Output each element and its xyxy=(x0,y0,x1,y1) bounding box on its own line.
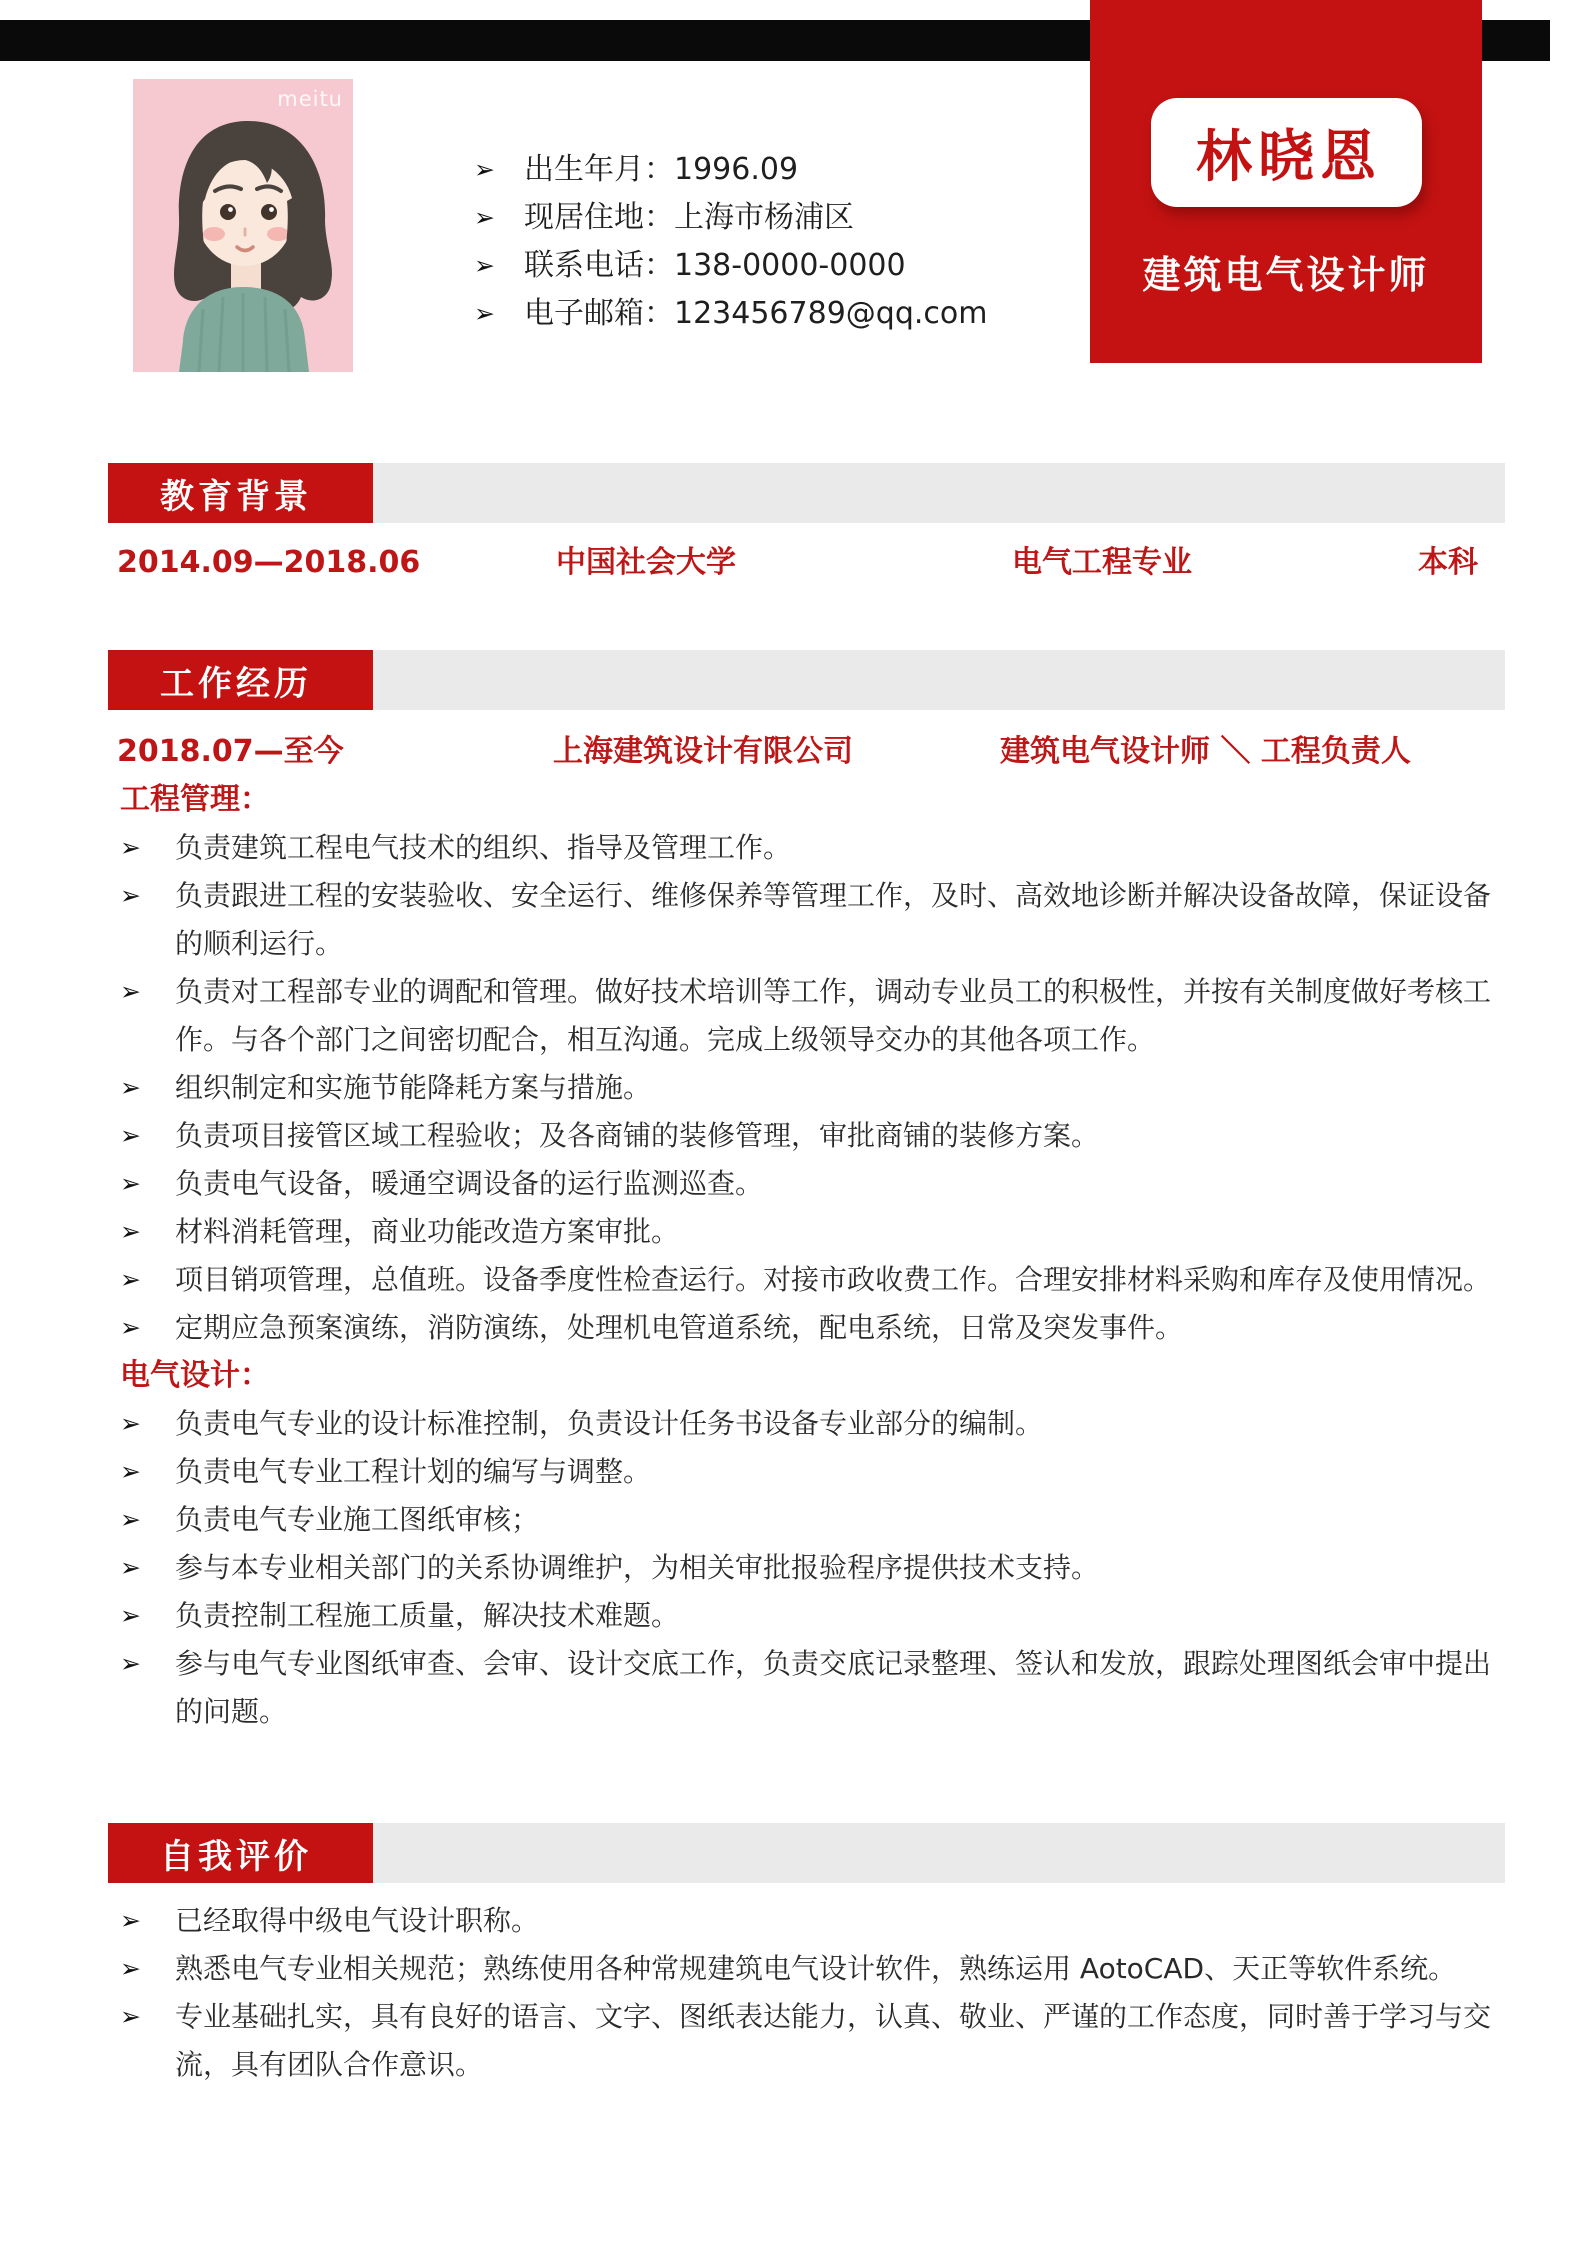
bullet-text: 负责建筑工程电气技术的组织、指导及管理工作。 xyxy=(175,831,792,864)
arrow-bullet-icon: ➢ xyxy=(120,2002,141,2031)
contact-row-phone xyxy=(474,242,987,290)
contact-label: 电子邮箱： xyxy=(524,296,674,331)
bullet-text: 组织制定和实施节能降耗方案与措施。 xyxy=(175,1071,652,1104)
work-bullet xyxy=(108,1544,1505,1592)
arrow-bullet-icon: ➢ xyxy=(120,1121,141,1150)
work-bullet xyxy=(108,1208,1505,1256)
section-header-evaluation xyxy=(108,1823,1505,1883)
contact-label: 出生年月： xyxy=(524,152,674,187)
bullet-text: 负责对工程部专业的调配和管理。做好技术培训等工作，调动专业员工的积极性，并按有关制度做好考核工作。与各个部门之间密切配合，相互沟通。完成上级领导交办的其他各项工作。 xyxy=(175,975,1492,1056)
work-bullet xyxy=(108,824,1505,872)
education-period: 2014.09—2018.06 xyxy=(117,545,421,580)
bullet-text: 负责跟进工程的安装验收、安全运行、维修保养等管理工作，及时、高效地诊断并解决设备故障，保证设备的顺利运行。 xyxy=(175,879,1492,960)
arrow-bullet-icon: ➢ xyxy=(120,977,141,1006)
education-row xyxy=(108,539,1505,587)
section-title-work: 工作经历 xyxy=(108,650,373,710)
arrow-bullet-icon: ➢ xyxy=(120,1954,141,1983)
contact-value: 1996.09 xyxy=(674,152,799,187)
bullet-text: 负责电气专业施工图纸审核； xyxy=(175,1503,540,1536)
contact-row-birth xyxy=(474,146,987,194)
arrow-bullet-icon: ➢ xyxy=(120,1457,141,1486)
contact-value: 上海市杨浦区 xyxy=(674,200,854,235)
work-company: 上海建筑设计有限公司 xyxy=(553,734,853,769)
arrow-bullet-icon: ➢ xyxy=(120,1906,141,1935)
arrow-bullet-icon: ➢ xyxy=(474,299,495,328)
bullet-text: 已经取得中级电气设计职称。 xyxy=(175,1904,540,1937)
arrow-bullet-icon: ➢ xyxy=(120,1217,141,1246)
avatar xyxy=(133,79,353,372)
section-title-evaluation: 自我评价 xyxy=(108,1823,373,1883)
work-row xyxy=(108,728,1505,776)
arrow-bullet-icon: ➢ xyxy=(474,155,495,184)
education-school: 中国社会大学 xyxy=(556,545,736,580)
bullet-text: 负责电气设备，暖通空调设备的运行监测巡查。 xyxy=(175,1167,764,1200)
section-header-education xyxy=(108,463,1505,523)
contact-label: 现居住地： xyxy=(524,200,674,235)
bullet-text: 定期应急预案演练，消防演练，处理机电管道系统，配电系统，日常及突发事件。 xyxy=(175,1311,1184,1344)
bullet-text: 负责控制工程施工质量，解决技术难题。 xyxy=(175,1599,680,1632)
arrow-bullet-icon: ➢ xyxy=(120,881,141,910)
arrow-bullet-icon: ➢ xyxy=(474,251,495,280)
arrow-bullet-icon: ➢ xyxy=(120,1409,141,1438)
arrow-bullet-icon: ➢ xyxy=(120,1505,141,1534)
work-bullet xyxy=(108,1256,1505,1304)
work-bullet xyxy=(108,872,1505,968)
work-bullet xyxy=(108,1064,1505,1112)
arrow-bullet-icon: ➢ xyxy=(120,1553,141,1582)
contact-value: 138-0000-0000 xyxy=(674,248,906,283)
work-bullet xyxy=(108,1640,1505,1736)
bullet-text: 参与电气专业图纸审查、会审、设计交底工作，负责交底记录整理、签认和发放，跟踪处理图纸会审中提出的问题。 xyxy=(175,1647,1492,1728)
job-title: 建筑电气设计师 xyxy=(1142,253,1430,297)
bullet-text: 负责电气专业的设计标准控制，负责设计任务书设备专业部分的编制。 xyxy=(175,1407,1044,1440)
contact-label: 联系电话： xyxy=(524,248,674,283)
work-bullet xyxy=(108,1112,1505,1160)
work-bullet xyxy=(108,1400,1505,1448)
work-title: 建筑电气设计师 ＼ 工程负责人 xyxy=(1000,734,1411,769)
evaluation-bullet xyxy=(108,1993,1505,2089)
name-pill xyxy=(1151,98,1422,207)
arrow-bullet-icon: ➢ xyxy=(474,203,495,232)
bullet-text: 项目销项管理，总值班。设备季度性检查运行。对接市政收费工作。合理安排材料采购和库存及使用情况。 xyxy=(175,1263,1492,1296)
bullet-text: 负责项目接管区域工程验收；及各商铺的装修管理，审批商铺的装修方案。 xyxy=(175,1119,1100,1152)
arrow-bullet-icon: ➢ xyxy=(120,1169,141,1198)
contact-value: 123456789@qq.com xyxy=(674,296,988,331)
section-header-work xyxy=(108,650,1505,710)
section-header-gray-bar xyxy=(373,650,1505,710)
work-block xyxy=(108,728,1505,1736)
contact-row-address xyxy=(474,194,987,242)
work-period: 2018.07—至今 xyxy=(117,734,344,769)
bullet-text: 负责电气专业工程计划的编写与调整。 xyxy=(175,1455,652,1488)
contact-list xyxy=(474,146,987,338)
evaluation-bullet xyxy=(108,1945,1505,1993)
education-major: 电气工程专业 xyxy=(1012,545,1192,580)
bullet-text: 专业基础扎实，具有良好的语言、文字、图纸表达能力，认真、敬业、严谨的工作态度，同时善于学习与交流，具有团队合作意识。 xyxy=(175,2000,1492,2081)
avatar-illustration xyxy=(133,79,353,372)
work-bullet xyxy=(108,1496,1505,1544)
arrow-bullet-icon: ➢ xyxy=(120,1073,141,1102)
bullet-text: 材料消耗管理，商业功能改造方案审批。 xyxy=(175,1215,680,1248)
arrow-bullet-icon: ➢ xyxy=(120,1601,141,1630)
work-group-subtitle: 工程管理： xyxy=(120,782,270,817)
arrow-bullet-icon: ➢ xyxy=(120,1265,141,1294)
evaluation-bullet xyxy=(108,1897,1505,1945)
education-block xyxy=(108,539,1505,587)
section-title-education: 教育背景 xyxy=(108,463,373,523)
evaluation-block xyxy=(108,1897,1505,2089)
arrow-bullet-icon: ➢ xyxy=(120,1649,141,1678)
section-header-gray-bar xyxy=(373,1823,1505,1883)
work-bullet xyxy=(108,968,1505,1064)
arrow-bullet-icon: ➢ xyxy=(120,1313,141,1342)
section-header-gray-bar xyxy=(373,463,1505,523)
name-card xyxy=(1090,0,1482,363)
work-bullet xyxy=(108,1304,1505,1352)
work-bullet xyxy=(108,1448,1505,1496)
work-bullet xyxy=(108,1592,1505,1640)
bullet-text: 参与本专业相关部门的关系协调维护，为相关审批报验程序提供技术支持。 xyxy=(175,1551,1100,1584)
contact-row-email xyxy=(474,290,987,338)
candidate-name: 林晓恩 xyxy=(1196,124,1382,190)
work-group-subtitle: 电气设计： xyxy=(120,1358,270,1393)
bullet-text: 熟悉电气专业相关规范；熟练使用各种常规建筑电气设计软件，熟练运用 AotoCAD、天正等软件系统。 xyxy=(175,1952,1457,1985)
work-bullet xyxy=(108,1160,1505,1208)
arrow-bullet-icon: ➢ xyxy=(120,833,141,862)
education-degree: 本科 xyxy=(1418,545,1478,580)
photo-watermark: meitu xyxy=(277,87,343,111)
